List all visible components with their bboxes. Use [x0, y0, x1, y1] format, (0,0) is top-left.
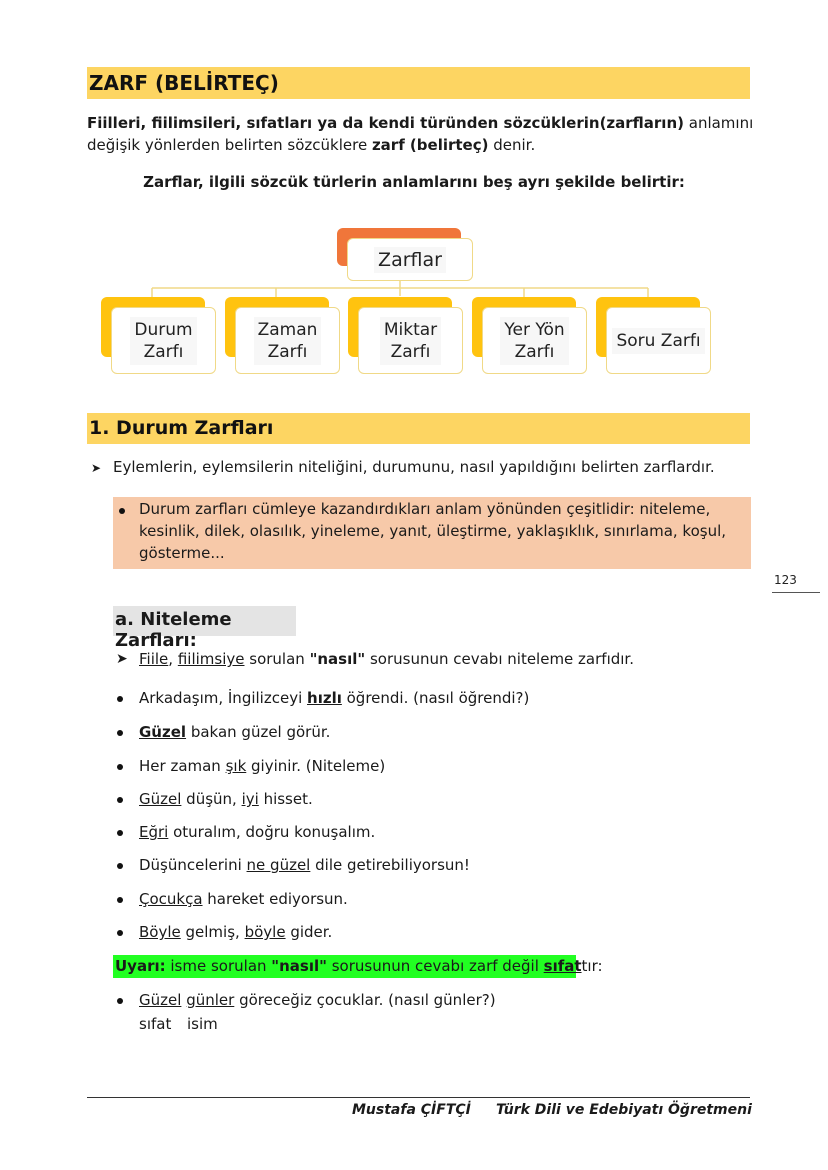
section-title: 1. Durum Zarfları [89, 417, 274, 439]
bullet-icon [117, 897, 123, 903]
note-text: Durum zarfları cümleye kazandırdıkları anlam yönünden çeşitlidir: niteleme, kesinlik, dilek, olasılık, yineleme, yanıt, üleştirme, yaklaşıklık, sınırlama, koşul, gösterme... [139, 500, 727, 562]
definition-bold: Fiilleri, fiilimsileri, sıfatları ya da kendi türünden sözcüklerin(zarfların) [87, 114, 684, 132]
bullet-icon [117, 830, 123, 836]
example-item: Çocukça hareket ediyorsun. [139, 890, 348, 908]
bullet-icon [117, 764, 123, 770]
bullet-icon [119, 508, 125, 514]
diagram-node-zaman [235, 307, 340, 374]
bullet-icon [117, 730, 123, 736]
bullet-icon [117, 696, 123, 702]
diagram-node-yer-yon [482, 307, 587, 374]
subsection-title: a. Niteleme Zarfları: [115, 609, 232, 651]
bullet-icon [117, 930, 123, 936]
page-number-divider [772, 592, 820, 593]
word-type-label: sıfat [139, 1015, 172, 1033]
section-description: Eylemlerin, eylemsilerin niteliğini, durumunu, nasıl yapıldığını belirten zarflardır. [113, 458, 715, 476]
page-title: ZARF (BELİRTEÇ) [89, 71, 279, 95]
section-heading-bar [87, 413, 750, 444]
definition-term: zarf (belirteç) [371, 136, 489, 154]
warning-text: Uyarı: isme sorulan "nasıl" sorusunun cevabı zarf değil sıfattır: [115, 957, 603, 975]
diagram-subtitle: Zarflar, ilgili sözcük türlerin anlamlarını beş ayrı şekilde belirtir: [143, 173, 685, 191]
example-item: Eğri oturalım, doğru konuşalım. [139, 823, 376, 841]
definition-end: denir. [488, 136, 536, 154]
example-item: Düşüncelerini ne güzel dile getirebiliyorsun! [139, 856, 470, 874]
node-label: Soru Zarfı [612, 328, 704, 354]
example-item: Güzel günler göreceğiz çocuklar. (nasıl günler?) [139, 991, 496, 1009]
bullet-icon [117, 998, 123, 1004]
arrow-bullet-icon: ➤ [116, 651, 128, 667]
node-label: Miktar Zarfı [380, 317, 441, 365]
example-item: Arkadaşım, İngilizceyi hızlı öğrendi. (nasıl öğrendi?) [139, 689, 530, 707]
example-item: Güzel bakan güzel görür. [139, 723, 331, 741]
example-item: Böyle gelmiş, böyle gider. [139, 923, 333, 941]
footer-role: Türk Dili ve Edebiyatı Öğretmeni [496, 1102, 752, 1118]
diagram-node-soru [606, 307, 711, 374]
diagram-node-durum [111, 307, 216, 374]
diagram-root-label: Zarflar [374, 247, 446, 273]
subsection-heading [113, 606, 296, 651]
page-number: 123 [774, 573, 797, 587]
footer-divider [87, 1097, 750, 1098]
bullet-icon [117, 797, 123, 803]
arrow-bullet-icon: ➤ [91, 461, 102, 475]
definition-rest: anlamını [683, 114, 754, 132]
node-label: Yer Yön Zarfı [500, 317, 568, 365]
subsection-rule: Fiile, fiilimsiye sorulan "nasıl" sorusunun cevabı niteleme zarfıdır. [139, 650, 634, 668]
word-type-label: isim [187, 1015, 218, 1033]
example-item: Güzel düşün, iyi hisset. [139, 790, 313, 808]
definition-text: değişik yönlerden belirten sözcüklere [87, 136, 372, 154]
footer-author: Mustafa ÇİFTÇİ [352, 1102, 471, 1118]
node-label: Zaman Zarfı [254, 317, 322, 365]
example-item: Her zaman şık giyinir. (Niteleme) [139, 757, 386, 775]
diagram-node-miktar [358, 307, 463, 374]
bullet-icon [117, 863, 123, 869]
node-label: Durum Zarfı [130, 317, 196, 365]
diagram-root [347, 238, 473, 281]
